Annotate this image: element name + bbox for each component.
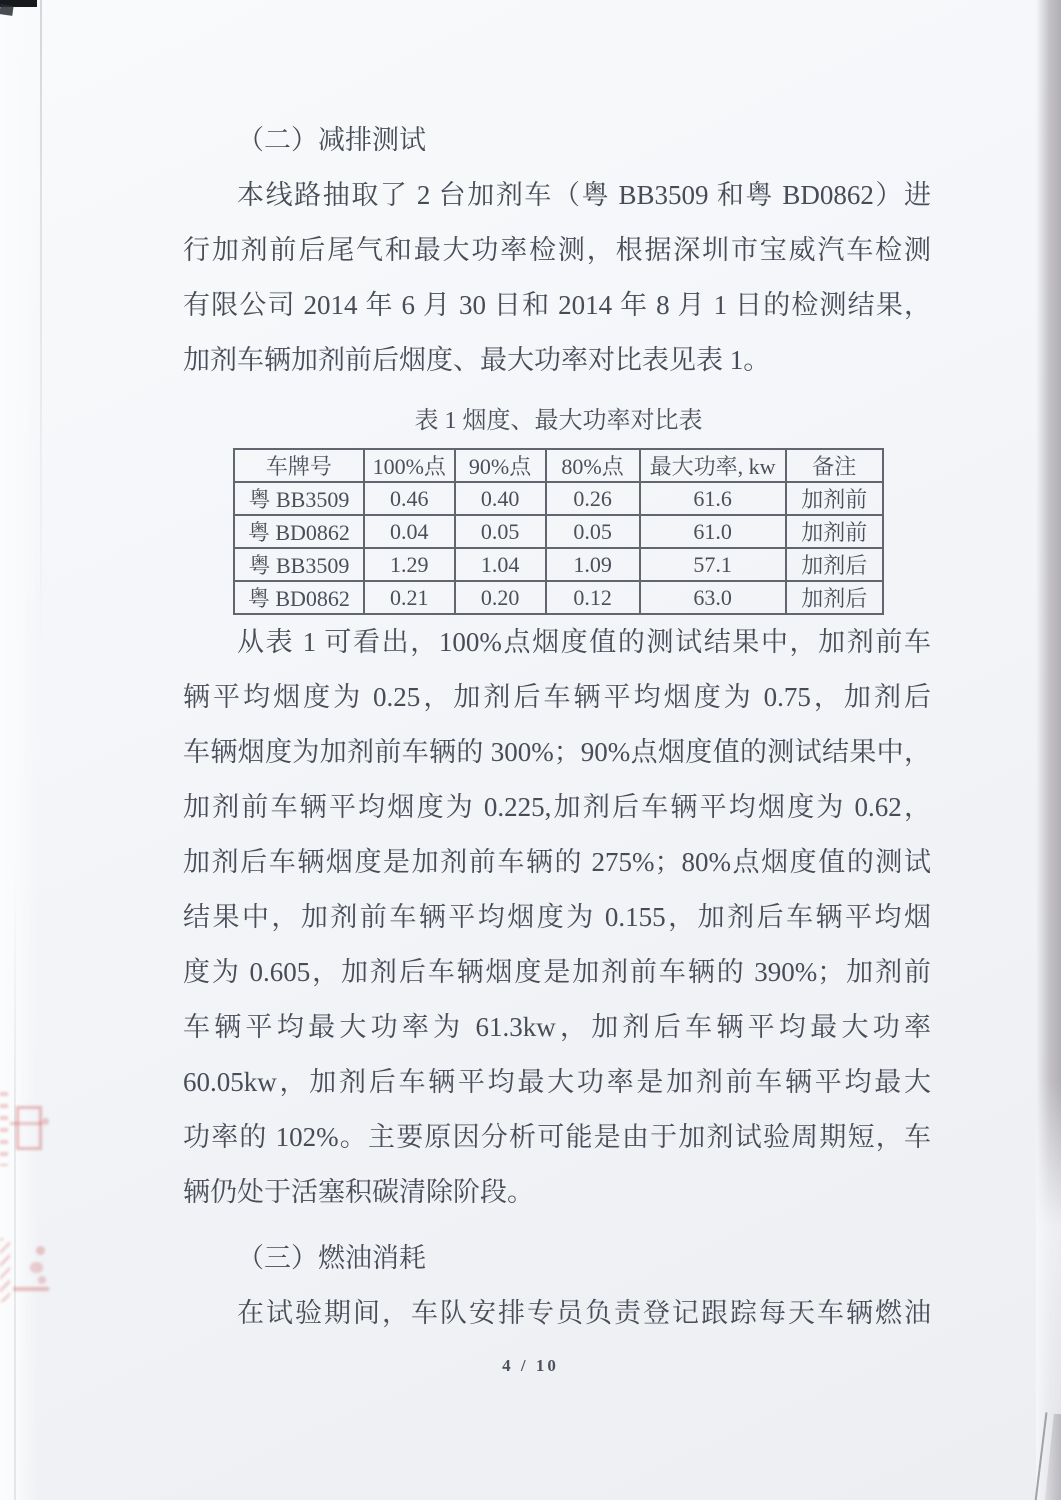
- table-cell: 0.21: [364, 581, 455, 614]
- table-cell: 1.29: [364, 548, 455, 581]
- paragraph-fuel: [183, 1286, 931, 1341]
- paragraph-line: 60.05kw，加剂后车辆平均最大功率是加剂前车辆平均最大: [183, 1067, 931, 1097]
- paragraph-line: 加剂车辆加剂前后烟度、最大功率对比表见表 1。: [183, 345, 771, 375]
- table-cell: 加剂后: [786, 581, 883, 614]
- table-header-cell: 备注: [786, 449, 883, 482]
- table-cell: 61.0: [640, 515, 786, 548]
- table-cell: 粤 BB3509: [234, 482, 364, 515]
- paragraph-line: 结果中，加剂前车辆平均烟度为 0.155，加剂后车辆平均烟: [183, 902, 931, 932]
- table-cell: 1.09: [546, 548, 640, 581]
- smoke-power-comparison-table: [233, 448, 884, 615]
- stamp-remnant: [10, 1122, 42, 1125]
- table-cell: 0.12: [546, 581, 640, 614]
- paragraph-line: 车辆烟度为加剂前车辆的 300%；90%点烟度值的测试结果中，: [183, 737, 931, 767]
- table-header-row: [234, 449, 883, 482]
- table-cell: 粤 BD0862: [234, 515, 364, 548]
- table-cell: 0.05: [546, 515, 640, 548]
- table-row: [234, 548, 883, 581]
- table-row: [234, 482, 883, 515]
- page-number: 4 / 10: [502, 1356, 559, 1375]
- stamp-remnant: [0, 1238, 10, 1302]
- table-header-cell: 车牌号: [234, 449, 364, 482]
- scan-corner-mark: [0, 4, 14, 16]
- paragraph-line: 加剂后车辆烟度是加剂前车辆的 275%；80%点烟度值的测试: [183, 847, 931, 877]
- stamp-remnant: [0, 1092, 8, 1166]
- table-cell: 1.04: [455, 548, 546, 581]
- section-heading-emission-test: （二）减排测试: [237, 125, 426, 155]
- paragraph-line: 在试验期间，车队安排专员负责登记跟踪每天车辆燃油: [237, 1298, 931, 1328]
- paragraph-analysis: [183, 615, 931, 1220]
- table-cell: 0.40: [455, 482, 546, 515]
- table-cell: 0.20: [455, 581, 546, 614]
- paragraph-line: 功率的 102%。主要原因分析可能是由于加剂试验周期短，车: [183, 1122, 931, 1152]
- stamp-remnant: [30, 1262, 43, 1273]
- table-cell: 61.6: [640, 482, 786, 515]
- paragraph-line: 辆仍处于活塞积碳清除阶段。: [183, 1177, 534, 1207]
- table-title: 表 1 烟度、最大功率对比表: [414, 408, 703, 434]
- table-cell: 粤 BB3509: [234, 548, 364, 581]
- paragraph-line: 行加剂前后尾气和最大功率检测，根据深圳市宝威汽车检测: [183, 235, 931, 265]
- stamp-remnant: [16, 1106, 42, 1150]
- table-header-cell: 80%点: [546, 449, 640, 482]
- table-cell: 粤 BD0862: [234, 581, 364, 614]
- stamp-remnant: [13, 1287, 49, 1291]
- table-row: [234, 581, 883, 614]
- paragraph-line: 车辆平均最大功率为 61.3kw，加剂后车辆平均最大功率: [183, 1012, 931, 1042]
- stamp-remnant: [36, 1246, 45, 1255]
- stamp-remnant: [42, 1118, 49, 1125]
- paragraph-line: 本线路抽取了 2 台加剂车（粤 BB3509 和粤 BD0862）进: [237, 180, 931, 210]
- table-cell: 0.05: [455, 515, 546, 548]
- paper-fold-line: [40, 0, 42, 660]
- table-cell: 57.1: [640, 548, 786, 581]
- table-header-cell: 100%点: [364, 449, 455, 482]
- table-header-cell: 90%点: [455, 449, 546, 482]
- table-header-cell: 最大功率, kw: [640, 449, 786, 482]
- paragraph-line: 加剂前车辆平均烟度为 0.225,加剂后车辆平均烟度为 0.62，: [183, 792, 931, 822]
- page-content: [183, 112, 931, 1341]
- section-heading-fuel-consumption: （三）燃油消耗: [237, 1243, 426, 1273]
- stamp-remnant: [38, 1276, 46, 1284]
- table-cell: 0.46: [364, 482, 455, 515]
- table-cell: 63.0: [640, 581, 786, 614]
- paragraph-line: 有限公司 2014 年 6 月 30 日和 2014 年 8 月 1 日的检测结果，: [183, 290, 931, 320]
- paper-fold-line-lower: [14, 860, 16, 1500]
- table-cell: 加剂前: [786, 482, 883, 515]
- paragraph-line: 从表 1 可看出，100%点烟度值的测试结果中，加剂前车: [237, 627, 931, 657]
- table-cell: 0.26: [546, 482, 640, 515]
- paragraph-line: 辆平均烟度为 0.25，加剂后车辆平均烟度为 0.75，加剂后: [183, 682, 931, 712]
- table-cell: 加剂后: [786, 548, 883, 581]
- table-row: [234, 515, 883, 548]
- paragraph-intro: [183, 168, 931, 388]
- table-cell: 0.04: [364, 515, 455, 548]
- table-cell: 加剂前: [786, 515, 883, 548]
- paragraph-line: 度为 0.605，加剂后车辆烟度是加剂前车辆的 390%；加剂前: [183, 957, 931, 987]
